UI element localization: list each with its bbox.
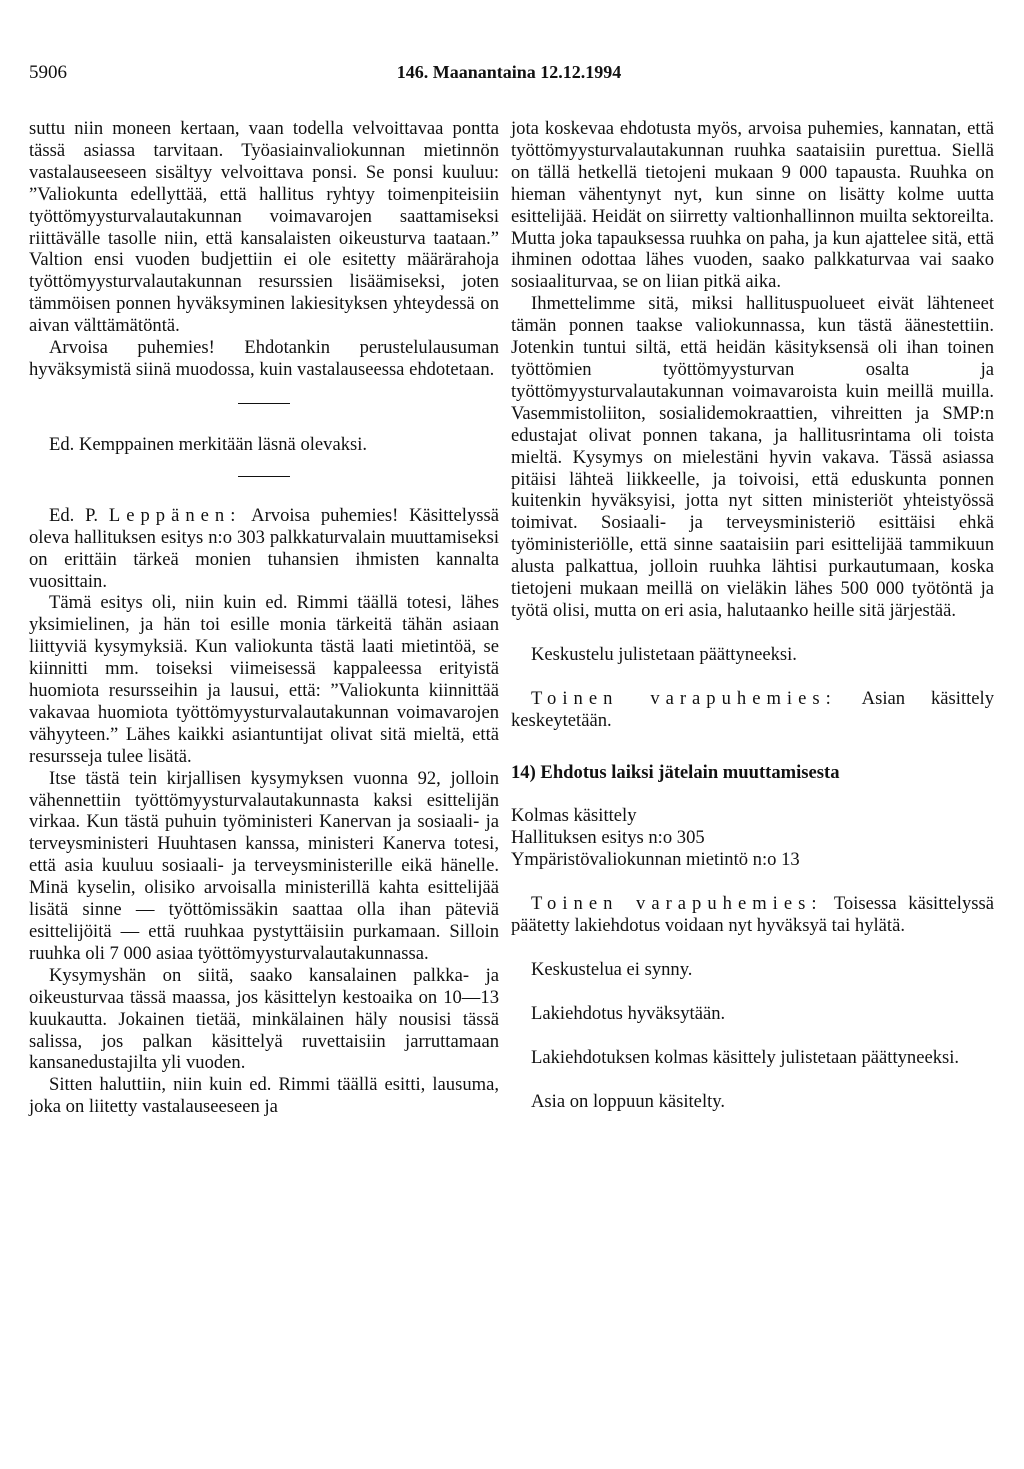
left-column [29,118,499,1118]
paragraph: jota koskevaa ehdotusta myös, arvoisa puhemies, kannatan, että työttömyysturvalautakunnan ruuhka saataisiin purettua. Siellä on tällä hetkellä tietojeni mukaan 9 000 tapausta. Ruuhka on hieman vähentynyt nyt, kun sinne on lisätty kolme uutta esittelijää. Heidät on siirretty valtionhallinnon muilta sektoreilta. Mutta joka tapauksessa ruuhka on paha, ja kun ajattelee sitä, että ihminen odottaa lähes vuoden, saako palkkaturvaa vai saako sosiaaliturvaa, se on liian pitkä aika. [511,118,994,293]
speaker-intro: Arvoisa puhemies! Käsittelyssä oleva hallituksen esitys n:o 303 palkkaturvalain muuttamiseksi on erittäin tärkeä monien tuhansien ihmisten kannalta vuosittain. [29,504,499,592]
notice: Keskustelua ei synny. [531,959,693,980]
notice: Asia on loppuun käsitelty. [531,1090,726,1112]
speaker-paragraph [511,893,994,937]
right-column [511,118,994,1113]
page-number: 5906 [29,62,67,83]
speaker-name: Toinen varapuhemies: [531,687,837,709]
notice: Keskustelu julistetaan päättyneeksi. [531,643,797,665]
paragraph: Itse tästä tein kirjallisen kysymyksen vuonna 92, jolloin vähennettiin työttömyysturvalautakunnasta kaksi esittelijän virkaa. Kun tästä puhuin työministeri Kanervan ja sosiaali- ja terveysministeri Huuhtasen kanssa, ministeri Kanerva totesi, että asia kuuluu sosiaali- ja terveysministerille eikä hänelle. Minä kyselin, olisiko arvoisalla ministerillä kahta esittelijää lisätä sinne — työttömissäkin saattaa olla ihan päteviä esittelijöitä — että ruuhkaa pystyttäisiin purkamaan. Silloin ruuhka oli 7 000 asiaa työttömyysturvalautakunnassa. [29,767,499,964]
paragraph: suttu niin moneen kertaan, vaan todella velvoittavaa pontta tässä asiassa tarvitaan. Työasiainvaliokunnan mietinnön vastalauseeseen sisältyy velvoittava ponsi. Se ponsi kuuluu: ”Valiokunta edellyttää, että hallitus ryhtyy toimenpiteisiin työttömyysturvalautakunnan voimavarojen saattamiseksi riittävälle tasolle niin, että kansalaisten oikeusturva taataan.” Valtion ensi vuoden budjettiin ei ole esitetty määrärahoja työttömyysturvalautakunnan resurssien lisäämiseksi, joten tämmöisen ponnen hyväksyminen lakiesityksen yhteydessä on aivan välttämätöntä. [29,118,499,337]
paragraph: Tämä esitys oli, niin kuin ed. Rimmi täällä totesi, lähes yksimielinen, ja hän toi esille monia tärkeitä tähän asiaan liittyviä kysymyksiä. Kun valiokunta tästä laati mietintöä, se kiinnitti mm. toiseksi viimeisessä kappaleessa erityistä huomiota resursseihin ja lausui, että: ”Valiokunta kiinnittää vakavaa huomiota työttömyysturvalautakunnan voimavarojen vähyyteen.” Lähes kaikki asiantuntijat olivat sitä mieltä, että resursseja tulee lisätä. [29,592,499,767]
speaker-name: Leppänen: [108,504,242,526]
speaker-paragraph [511,688,994,732]
notice: Ed. Kemppainen merkitään läsnä olevaksi. [49,433,368,455]
agenda-line: Ympäristövaliokunnan mietintö n:o 13 [511,849,800,871]
speaker-text: Toisessa käsittelyssä päätetty lakiehdotus voidaan nyt hyväksyä tai hylätä. [511,893,994,937]
notice: Lakiehdotuksen kolmas käsittely julistetaan päättyneeksi. [531,1046,960,1068]
agenda-line: Hallituksen esitys n:o 305 [511,827,705,849]
agenda-line: Kolmas käsittely [511,805,637,827]
notice: Lakiehdotus hyväksytään. [531,1002,726,1024]
paragraph: Arvoisa puhemies! Ehdotankin perustelulausuman hyväksymistä siinä muodossa, kuin vastalauseessa ehdotetaan. [29,337,499,380]
page-header [29,62,989,86]
paragraph: Kysymyshän on siitä, saako kansalainen palkka- ja oikeusturvaa tässä maassa, jos käsittelyn kestoaika on 10—13 kuukautta. Jokainen tietää, minkälainen häly nousisi tässä salissa, jos palkan käsittelyä ruvettaisiin jarruttamaan kansanedustajilta yli vuoden. [29,964,499,1074]
paragraph: Ihmettelimme sitä, miksi hallituspuolueet eivät lähteneet tämän ponnen taakse valiokunnassa, kun tästä äänestettiin. Jotenkin tuntui siltä, että heidän käsityksensä oli ihan toinen työttömien työttömyysturvan osalta ja työttömyysturvalautakunnan voimavaroista kuin meillä muilla. Vasemmistoliiton, sosialidemokraattien, vihreitten ja SMP:n edustajat olivat ponnen takana, ja hallitusrintama oli toista mieltä. Kysymys on mielestäni hyvin vakava. Tässä asiassa pitäisi lähteä liikkeelle, ja toivoisi, että eduskunta ponnen kuitenkin hyväksyisi, jotta nyt sitten ministeriöt yhteistyössä toimivat. Sosiaali- ja terveysministeriö esittäisi ehkä työministeriölle, että sinne saataisiin pari esittelijää tammikuun alusta palkattua, jolloin ruuhka lähtisi purkautumaan, koska tietojeni mukaan meillä on vieläkin lähes 500 000 työtöntä ja työtä olisi, mutta on eri asia, halutaanko heille sitä järjestää. [511,293,994,621]
issue-title: 146. Maanantaina 12.12.1994 [396,62,622,82]
speaker-name: Toinen varapuhemies: [531,893,823,915]
speaker-paragraph [29,505,499,593]
speaker-prefix: Ed. P. [49,504,99,526]
agenda-item-heading: 14) Ehdotus laiksi jätelain muuttamisesta [511,761,840,783]
speaker-text: Asian käsittely keskeytetään. [511,687,994,731]
paragraph: Sitten haluttiin, niin kuin ed. Rimmi täällä esitti, lausuma, joka on liitetty vastalauseeseen ja [29,1074,499,1118]
